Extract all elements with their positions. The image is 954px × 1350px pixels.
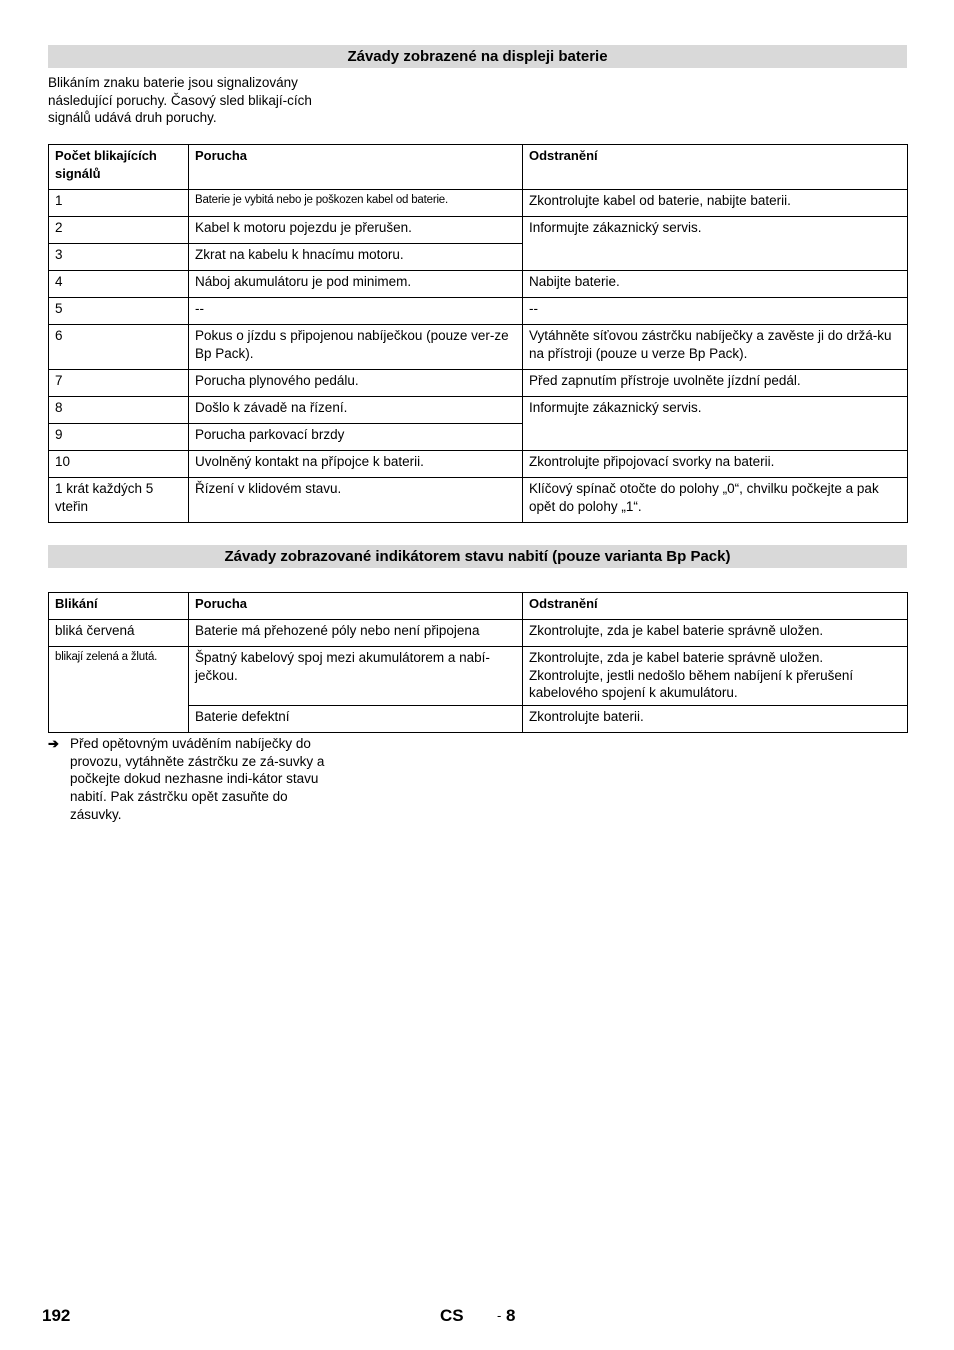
table-row bbox=[49, 190, 908, 217]
cell-fix: Zkontrolujte, zda je kabel baterie správně uložen. Zkontrolujte, jestli nedošlo během nabíjení k přerušení kabelového spojení k akumulátoru. bbox=[523, 647, 908, 706]
header-fix: Odstranění bbox=[523, 145, 908, 190]
cell-fix: Před zapnutím přístroje uvolněte jízdní pedál. bbox=[523, 370, 908, 397]
cell-count: 9 bbox=[49, 424, 189, 451]
fault-table-battery-display bbox=[48, 144, 908, 523]
table-header-row bbox=[49, 593, 908, 620]
header-fix: Odstranění bbox=[523, 593, 908, 620]
fault-table-charge-indicator bbox=[48, 592, 908, 733]
section-page-number: 8 bbox=[506, 1306, 516, 1325]
cell-fault: Zkrat na kabelu k hnacímu motoru. bbox=[189, 244, 523, 271]
cell-fix: Klíčový spínač otočte do polohy „0“, chvilku počkejte a pak opět do polohy „1“. bbox=[523, 478, 908, 523]
header-blink: Blikání bbox=[49, 593, 189, 620]
table-row bbox=[49, 325, 908, 370]
table-row bbox=[49, 478, 908, 523]
cell-fault: Pokus o jízdu s připojenou nabíječkou (pouze ver-ze Bp Pack). bbox=[189, 325, 523, 370]
note-text: Před opětovným uváděním nabíječky do provozu, vytáhněte zástrčku ze zá-suvky a počkejte dokud nezhasne indi-kátor stavu nabití. Pak zástrčku opět zasuňte do zásuvky. bbox=[70, 736, 325, 822]
cell-count: 6 bbox=[49, 325, 189, 370]
cell-fix: Vytáhněte síťovou zástrčku nabíječky a zavěste ji do držá-ku na přístroji (pouze u verze Bp Pack). bbox=[523, 325, 908, 370]
cell-fault: Špatný kabelový spoj mezi akumulátorem a nabí-ječkou. bbox=[189, 647, 523, 706]
footer-separator: - bbox=[497, 1308, 502, 1323]
cell-count: 8 bbox=[49, 397, 189, 424]
table-row bbox=[49, 620, 908, 647]
cell-count: 1 bbox=[49, 190, 189, 217]
table-row bbox=[49, 397, 908, 424]
cell-fault: Došlo k závadě na řízení. bbox=[189, 397, 523, 424]
intro-text: Blikáním znaku baterie jsou signalizovány následující poruchy. Časový sled blikají-cích signálů udává druh poruchy. bbox=[48, 75, 312, 126]
cell-fault: Porucha plynového pedálu. bbox=[189, 370, 523, 397]
language-code: CS bbox=[440, 1306, 464, 1325]
cell-fix: -- bbox=[523, 298, 908, 325]
cell-fix: Zkontrolujte připojovací svorky na baterii. bbox=[523, 451, 908, 478]
cell-fault: Baterie defektní bbox=[189, 706, 523, 733]
table-row bbox=[49, 451, 908, 478]
section-title-charge-indicator: Závady zobrazované indikátorem stavu nabití (pouze varianta Bp Pack) bbox=[48, 545, 907, 568]
cell-count: 7 bbox=[49, 370, 189, 397]
cell-fault: Náboj akumulátoru je pod minimem. bbox=[189, 271, 523, 298]
table-row bbox=[49, 370, 908, 397]
table-header-row bbox=[49, 145, 908, 190]
cell-fault: Baterie je vybitá nebo je poškozen kabel od baterie. bbox=[189, 190, 523, 217]
arrow-right-icon: ➔ bbox=[48, 736, 59, 751]
cell-count: 4 bbox=[49, 271, 189, 298]
cell-count: 10 bbox=[49, 451, 189, 478]
cell-fix: Zkontrolujte baterii. bbox=[523, 706, 908, 733]
cell-fault: Porucha parkovací brzdy bbox=[189, 424, 523, 451]
cell-fault: Baterie má přehozené póly nebo není připojena bbox=[189, 620, 523, 647]
table-row bbox=[49, 647, 908, 706]
cell-fault: -- bbox=[189, 298, 523, 325]
section-title-battery-display: Závady zobrazené na displeji baterie bbox=[48, 45, 907, 68]
cell-fix: Informujte zákaznický servis. bbox=[523, 217, 908, 271]
table-row bbox=[49, 271, 908, 298]
cell-fix: Zkontrolujte, zda je kabel baterie správně uložen. bbox=[523, 620, 908, 647]
cell-fix: Zkontrolujte kabel od baterie, nabijte baterii. bbox=[523, 190, 908, 217]
header-count: Počet blikajících signálů bbox=[49, 145, 189, 190]
header-fault: Porucha bbox=[189, 593, 523, 620]
cell-blink: blikají zelená a žlutá. bbox=[49, 647, 189, 733]
cell-count: 3 bbox=[49, 244, 189, 271]
cell-blink: bliká červená bbox=[49, 620, 189, 647]
table-row bbox=[49, 217, 908, 244]
cell-count: 2 bbox=[49, 217, 189, 244]
cell-count: 1 krát každých 5 vteřin bbox=[49, 478, 189, 523]
cell-fix: Nabijte baterie. bbox=[523, 271, 908, 298]
cell-fault: Uvolněný kontakt na přípojce k baterii. bbox=[189, 451, 523, 478]
table-row bbox=[49, 298, 908, 325]
note-block bbox=[48, 735, 338, 824]
page-number: 192 bbox=[42, 1306, 71, 1325]
cell-count: 5 bbox=[49, 298, 189, 325]
header-fault: Porucha bbox=[189, 145, 523, 190]
cell-fix: Informujte zákaznický servis. bbox=[523, 397, 908, 451]
cell-fault: Kabel k motoru pojezdu je přerušen. bbox=[189, 217, 523, 244]
cell-fault: Řízení v klidovém stavu. bbox=[189, 478, 523, 523]
